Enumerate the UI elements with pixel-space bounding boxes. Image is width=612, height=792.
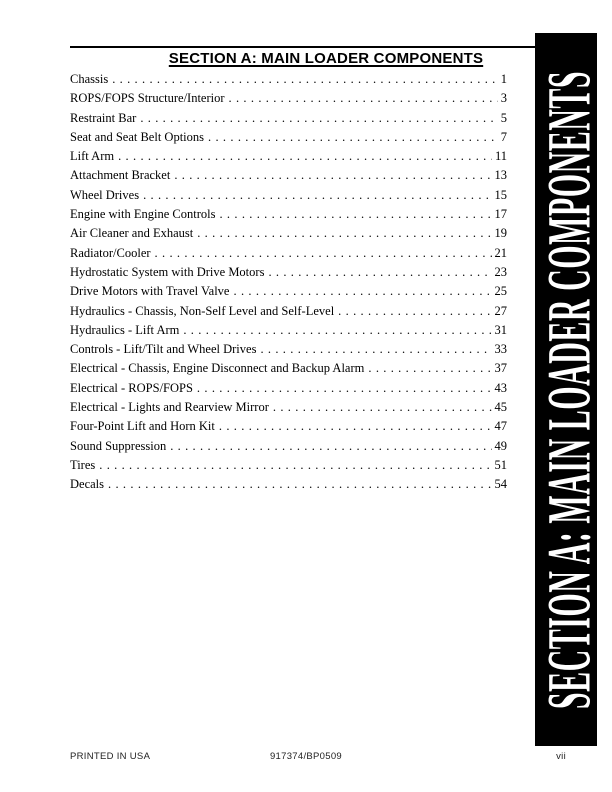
toc-entry[interactable] — [70, 437, 507, 456]
toc-entry[interactable] — [70, 224, 507, 243]
section-heading-wrap — [70, 50, 582, 68]
toc-entry-title: Hydraulics - Chassis, Non-Self Level and Self-Level — [70, 303, 335, 318]
toc-entry-page-number: 11 — [494, 149, 507, 164]
toc-entry-page-number: 51 — [494, 457, 507, 472]
toc-dot-leader — [99, 456, 491, 475]
toc-entry[interactable] — [70, 475, 507, 494]
toc-entry-title: Attachment Bracket — [70, 168, 171, 183]
toc-dot-leader — [174, 166, 491, 185]
toc-entry[interactable] — [70, 128, 507, 147]
toc-entry-title: Seat and Seat Belt Options — [70, 129, 205, 144]
toc-entry-page-number: 49 — [494, 438, 507, 453]
footer-page-number: vii — [556, 751, 566, 762]
toc-dot-leader — [140, 109, 497, 128]
horizontal-rule — [70, 46, 536, 48]
toc-entry-page-number: 27 — [494, 303, 507, 318]
toc-entry-page-number: 21 — [494, 245, 507, 260]
footer-printed-in: PRINTED IN USA — [70, 751, 151, 762]
toc-entry[interactable] — [70, 70, 507, 89]
toc-entry[interactable] — [70, 263, 507, 282]
toc-entry-title: Electrical - Lights and Rearview Mirror — [70, 400, 269, 415]
toc-dot-leader — [170, 437, 491, 456]
toc-dot-leader — [112, 70, 498, 89]
toc-entry[interactable] — [70, 166, 507, 185]
toc-dot-leader — [118, 147, 492, 166]
toc-entry[interactable] — [70, 147, 507, 166]
toc-entry-title: Sound Suppression — [70, 438, 167, 453]
toc-entry-page-number: 25 — [494, 284, 507, 299]
toc-dot-leader — [197, 224, 491, 243]
toc-entry[interactable] — [70, 205, 507, 224]
toc-entry[interactable] — [70, 89, 507, 108]
toc-entry-title: Restraint Bar — [70, 110, 137, 125]
toc-dot-leader — [197, 379, 492, 398]
toc-entry-page-number: 5 — [500, 110, 507, 125]
toc-dot-leader — [260, 340, 491, 359]
toc-entry-title: Wheel Drives — [70, 187, 140, 202]
toc-entry-title: Engine with Engine Controls — [70, 207, 216, 222]
toc-entry-page-number: 17 — [494, 207, 507, 222]
toc-entry[interactable] — [70, 456, 507, 475]
toc-entry-title: Controls - Lift/Tilt and Wheel Drives — [70, 342, 257, 357]
table-of-contents — [70, 70, 507, 495]
toc-dot-leader — [155, 244, 492, 263]
toc-dot-leader — [219, 205, 491, 224]
toc-entry-title: Drive Motors with Travel Valve — [70, 284, 230, 299]
toc-entry-title: Hydrostatic System with Drive Motors — [70, 264, 265, 279]
toc-dot-leader — [143, 186, 491, 205]
toc-entry-title: ROPS/FOPS Structure/Interior — [70, 91, 225, 106]
toc-entry[interactable] — [70, 282, 507, 301]
toc-dot-leader — [368, 359, 491, 378]
toc-entry-page-number: 1 — [500, 72, 507, 86]
toc-entry-title: Hydraulics - Lift Arm — [70, 322, 180, 337]
toc-entry-title: Tires — [70, 457, 96, 472]
toc-entry[interactable] — [70, 321, 507, 340]
section-tab-label: SECTION A: MAIN LOADER COMPONENTS — [536, 70, 604, 709]
toc-dot-leader — [208, 128, 498, 147]
toc-dot-leader — [219, 417, 492, 436]
toc-entry-page-number: 33 — [494, 342, 507, 357]
section-tab-sidebar — [535, 33, 604, 746]
toc-entry-page-number: 7 — [500, 129, 507, 144]
toc-dot-leader — [268, 263, 491, 282]
toc-entry-title: Decals — [70, 477, 105, 492]
toc-entry[interactable] — [70, 359, 507, 378]
toc-entry[interactable] — [70, 186, 507, 205]
toc-dot-leader — [234, 282, 492, 301]
toc-entry-page-number: 54 — [494, 477, 507, 492]
toc-entry-title: Electrical - ROPS/FOPS — [70, 380, 193, 395]
toc-entry-page-number: 23 — [494, 264, 507, 279]
section-heading: SECTION A: MAIN LOADER COMPONENTS — [168, 50, 484, 67]
toc-dot-leader — [229, 89, 498, 108]
toc-entry-page-number: 31 — [494, 322, 507, 337]
toc-entry-page-number: 19 — [494, 226, 507, 241]
toc-entry-page-number: 13 — [494, 168, 507, 183]
toc-entry-page-number: 47 — [494, 419, 507, 434]
toc-entry-title: Four-Point Lift and Horn Kit — [70, 419, 215, 434]
toc-entry[interactable] — [70, 417, 507, 436]
toc-entry-page-number: 3 — [500, 91, 507, 106]
toc-entry[interactable] — [70, 340, 507, 359]
toc-entry[interactable] — [70, 244, 507, 263]
toc-dot-leader — [273, 398, 492, 417]
toc-entry[interactable] — [70, 379, 507, 398]
toc-entry[interactable] — [70, 398, 507, 417]
toc-entry-title: Electrical - Chassis, Engine Disconnect and Backup Alarm — [70, 361, 365, 376]
toc-entry-page-number: 37 — [494, 361, 507, 376]
toc-dot-leader — [338, 302, 491, 321]
toc-entry-page-number: 45 — [494, 400, 507, 415]
footer-part-number: 917374/BP0509 — [269, 751, 343, 762]
toc-entry-title: Lift Arm — [70, 149, 115, 164]
toc-entry-title: Chassis — [70, 72, 109, 86]
toc-dot-leader — [108, 475, 491, 494]
toc-entry-page-number: 43 — [494, 380, 507, 395]
toc-entry[interactable] — [70, 302, 507, 321]
toc-dot-leader — [183, 321, 491, 340]
toc-entry-title: Air Cleaner and Exhaust — [70, 226, 194, 241]
toc-entry-page-number: 15 — [494, 187, 507, 202]
toc-entry-title: Radiator/Cooler — [70, 245, 151, 260]
toc-entry[interactable] — [70, 109, 507, 128]
